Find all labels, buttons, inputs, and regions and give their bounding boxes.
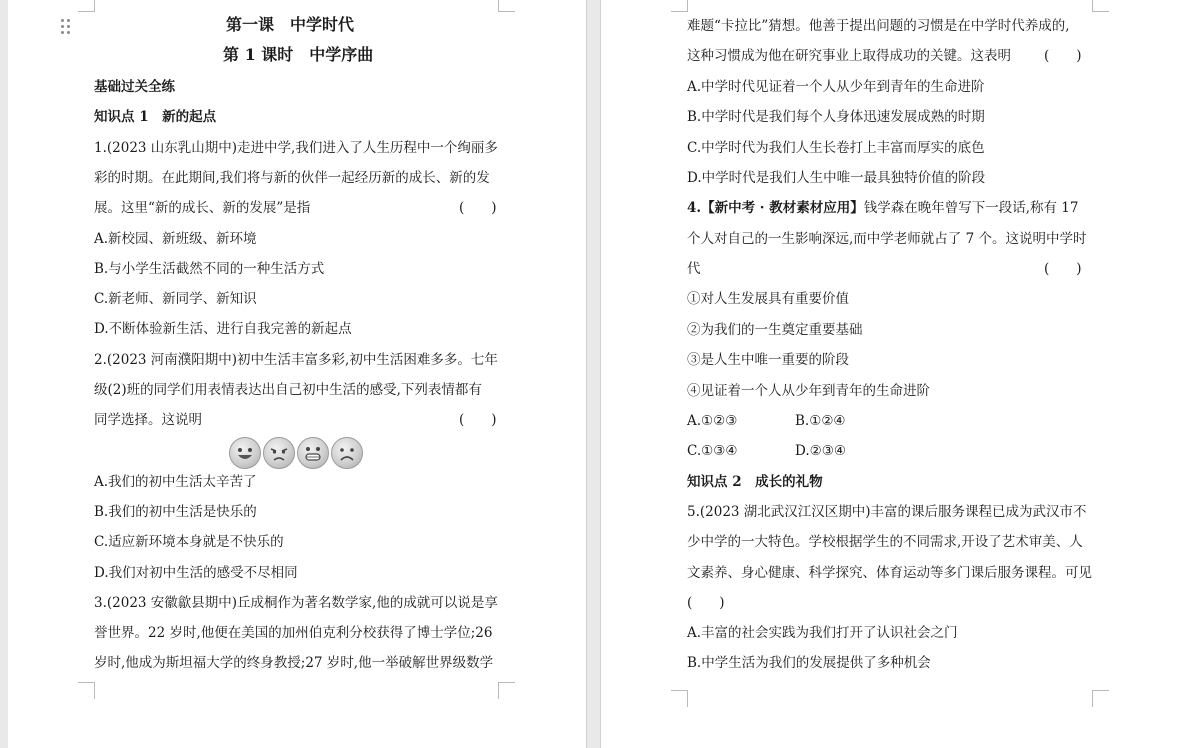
knowledge-point-heading: 知识点 1 新的起点: [94, 109, 217, 125]
smile-face-icon: [229, 437, 261, 469]
answer-option: A.新校园、新班级、新环境: [94, 231, 257, 247]
corner-mark-top-left: [78, 0, 95, 12]
answer-option: B.①②④: [795, 413, 846, 429]
answer-option: B.中学生活为我们的发展提供了多种机会: [687, 655, 931, 671]
question-text: 3.(2023 安徽歙县期中)丘成桐作为著名数学家,他的成就可以说是享: [94, 595, 498, 611]
answer-option: C.①③④: [687, 443, 738, 459]
answer-blank: ( ): [1044, 261, 1082, 277]
corner-mark-top-right: [498, 0, 515, 12]
answer-option: D.我们对初中生活的感受不尽相同: [94, 565, 298, 581]
document-page-right: [600, 0, 1197, 748]
question-text-rest: 钱学森在晚年曾写下一段话,称有 17: [863, 200, 1079, 216]
answer-option: B.与小学生活截然不同的一种生活方式: [94, 261, 325, 277]
statement-item: ②为我们的一生奠定重要基础: [687, 322, 863, 338]
answer-blank: ( ): [459, 200, 497, 216]
answer-option: B.我们的初中生活是快乐的: [94, 504, 257, 520]
answer-blank: ( ): [1044, 48, 1082, 64]
corner-mark-top-right: [1092, 0, 1109, 12]
section-heading: 基础过关全练: [94, 79, 175, 95]
question-text: 这种习惯成为他在研究事业上取得成功的关键。这表明: [687, 48, 1011, 64]
grin-face-icon: [297, 437, 329, 469]
answer-blank: ( ): [687, 595, 725, 611]
corner-mark-bottom-left: [78, 682, 95, 699]
question-text: 展。这里“新的成长、新的发展”是指: [94, 200, 311, 216]
sad-face-icon: [263, 437, 295, 469]
answer-option: C.新老师、新同学、新知识: [94, 291, 257, 307]
question-text: 少中学的一大特色。学校根据学生的不同需求,开设了艺术审美、人: [687, 534, 1083, 550]
answer-option: D.不断体验新生活、进行自我完善的新起点: [94, 321, 352, 337]
question-text: 彩的时期。在此期间,我们将与新的伙伴一起经历新的成长、新的发: [94, 170, 490, 186]
knowledge-point-heading: 知识点 2 成长的礼物: [687, 474, 823, 490]
question-text: 1.(2023 山东乳山期中)走进中学,我们进入了人生历程中一个绚丽多: [94, 140, 498, 156]
question-text: 个人对自己的一生影响深远,而中学老师就占了 7 个。这说明中学时: [687, 231, 1087, 247]
answer-option: A.丰富的社会实践为我们打开了认识社会之门: [687, 625, 958, 641]
corner-mark-bottom-right: [1092, 690, 1109, 707]
corner-mark-bottom-right: [498, 682, 515, 699]
frown-face-icon: [331, 437, 363, 469]
question-tag: 4.【新中考 · 教材素材应用】: [687, 200, 864, 216]
question-text: 誉世界。22 岁时,他便在美国的加州伯克利分校获得了博士学位;26: [94, 625, 493, 641]
answer-option: A.①②③: [687, 413, 738, 429]
corner-mark-top-left: [671, 0, 688, 12]
question-text: 5.(2023 湖北武汉江汉区期中)丰富的课后服务课程已成为武汉市不: [687, 504, 1087, 520]
corner-mark-bottom-left: [671, 690, 688, 707]
question-text: 岁时,他成为斯坦福大学的终身教授;27 岁时,他一举破解世界级数学: [94, 655, 494, 671]
answer-option: D.中学时代是我们人生中唯一最具独特价值的阶段: [687, 170, 986, 186]
lesson-title: 第 1 课时 中学序曲: [223, 45, 374, 64]
question-text: 文素养、身心健康、科学探究、体育运动等多门课后服务课程。可见: [687, 565, 1092, 581]
answer-option: D.②③④: [795, 443, 846, 459]
answer-option: C.适应新环境本身就是不快乐的: [94, 534, 284, 550]
chapter-title: 第一课 中学时代: [226, 15, 355, 34]
document-page-left: [8, 0, 587, 748]
question-text: 代: [687, 261, 701, 277]
answer-option: B.中学时代是我们每个人身体迅速发展成熟的时期: [687, 109, 985, 125]
answer-option: C.中学时代为我们人生长卷打上丰富而厚实的底色: [687, 140, 985, 156]
answer-option: A.我们的初中生活太辛苦了: [94, 474, 257, 490]
answer-option: A.中学时代见证着一个人从少年到青年的生命进阶: [687, 79, 985, 95]
question-text: [687, 199, 1078, 217]
statement-item: ④见证着一个人从少年到青年的生命进阶: [687, 383, 930, 399]
drag-handle-icon[interactable]: [60, 18, 72, 34]
statement-item: ③是人生中唯一重要的阶段: [687, 352, 849, 368]
question-text: 同学选择。这说明: [94, 412, 202, 428]
answer-blank: ( ): [459, 412, 497, 428]
statement-item: ①对人生发展具有重要价值: [687, 291, 849, 307]
question-text: 级(2)班的同学们用表情表达出自己初中生活的感受,下列表情都有: [94, 382, 482, 398]
question-text: 2.(2023 河南濮阳期中)初中生活丰富多彩,初中生活困难多多。七年: [94, 352, 498, 368]
question-text: 难题“卡拉比”猜想。他善于提出问题的习惯是在中学时代养成的,: [687, 18, 1070, 34]
